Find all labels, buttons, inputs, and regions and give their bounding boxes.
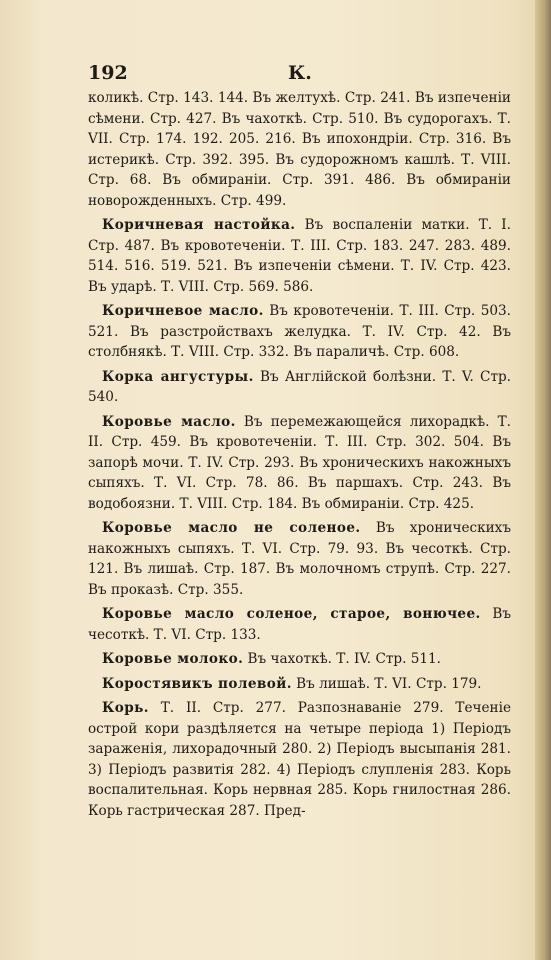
entry-term: Коричневая настойка. xyxy=(102,217,296,233)
index-entry xyxy=(88,412,511,515)
index-entry xyxy=(88,518,511,600)
index-entry xyxy=(88,88,511,211)
index-entry xyxy=(88,649,511,670)
entry-text: Въ чахоткѣ. Т. IV. Стр. 511. xyxy=(243,651,441,667)
index-entry xyxy=(88,604,511,645)
index-entry xyxy=(88,674,511,695)
entry-term: Коричневое масло. xyxy=(102,303,264,319)
entry-term: Коростявикъ полевой. xyxy=(102,675,292,692)
index-entry xyxy=(88,367,511,408)
entry-text: Въ чесоткѣ. Т. VI. Стр. 133. xyxy=(88,606,511,643)
entry-text: Въ Англійской болѣзни. Т. V. Стр. 540. xyxy=(88,368,511,405)
entry-term: Корь. xyxy=(102,700,149,716)
running-head: К. xyxy=(288,62,312,84)
entry-text: Т. II. Стр. 277. Разпознаваніе 279. Теченіе острой кори раздѣляется на четыре періода 1) Періодъ зараженія, лихорадочный 280. 2) Періодъ высыпанія 281. 3) Періодъ развитія 282. 4) Періодъ слупленія 283. Корь воспалительная. Корь нервная 285. Корь гнилостная 286. Корь гастрическая 287. Пред- xyxy=(88,700,511,819)
entry-term: Корка ангустуры. xyxy=(102,368,254,385)
page-number: 192 xyxy=(88,62,128,84)
entry-term: Коровье масло соленое, старое, вонючее. xyxy=(102,606,481,622)
index-entry xyxy=(88,215,511,297)
entry-text: Въ кровотеченіи. Т. III. Стр. 503. 521. Въ разстройствахъ желудка. Т. IV. Стр. 42. Въ столбнякѣ. Т. VIII. Стр. 332. Въ параличѣ. Стр. 608. xyxy=(88,303,511,360)
entry-term: Коровье масло. xyxy=(102,413,236,430)
index-entry xyxy=(88,698,511,821)
entry-term: Коровье молоко. xyxy=(102,651,244,667)
entry-text: Въ воспаленіи матки. Т. I. Стр. 487. Въ кровотеченіи. Т. III. Стр. 183. 247. 283. 489. 514. 516. 519. 521. Въ изпеченіи сѣмени. Т. IV. Стр. 423. Въ ударѣ. Т. VIII. Стр. 569. 586. xyxy=(88,217,512,295)
entry-text: Въ хроническихъ накожныхъ сыпяхъ. Т. VI. Стр. 79. 93. Въ чесоткѣ. Стр. 121. Въ лишаѣ. Стр. 187. Въ молочномъ струпѣ. Стр. 227. Въ проказѣ. Стр. 355. xyxy=(88,520,511,598)
entry-term: Коровье масло не соленое. xyxy=(102,520,361,536)
entry-text: Въ перемежающейся лихорадкѣ. Т. II. Стр. 459. Въ кровотеченіи. Т. III. Стр. 302. 504. Въ запорѣ мочи. Т. IV. Стр. 293. Въ хроническихъ накожныхъ сыпяхъ. Т. VI. Стр. 78. 86. Въ паршахъ. Стр. 243. Въ водобоязни. Т. VIII. Стр. 184. Въ обмираніи. Стр. 425. xyxy=(88,413,512,512)
index-entry xyxy=(88,301,511,363)
book-spine-shadow xyxy=(535,0,551,960)
entry-text: коликѣ. Стр. 143. 144. Въ желтухѣ. Стр. 241. Въ изпеченіи сѣмени. Стр. 427. Въ чахоткѣ. Стр. 510. Въ судорогахъ. Т. VII. Стр. 174. 192. 205. 216. Въ ипохондріи. Стр. 316. Въ истерикѣ. Стр. 392. 395. Въ судорожномъ кашлѣ. Т. VIII. Стр. 68. Въ обмираніи. Стр. 391. 486. Въ обмираніи новорожденныхъ. Стр. 499. xyxy=(88,90,511,209)
index-body xyxy=(88,88,511,821)
entry-text: Въ лишаѣ. Т. VI. Стр. 179. xyxy=(291,675,482,692)
page-header xyxy=(88,62,511,88)
